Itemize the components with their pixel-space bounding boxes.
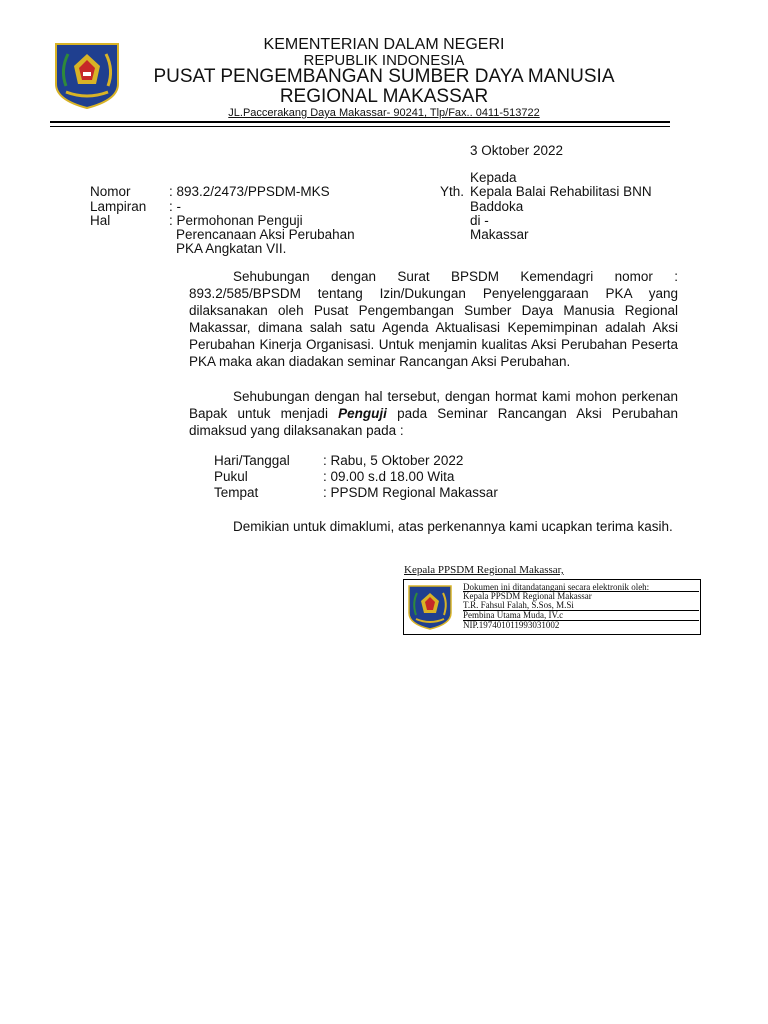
e-sign-line2: Kepala PPSDM Regional Makassar bbox=[463, 591, 592, 601]
recipient-city: Makassar bbox=[470, 227, 529, 242]
recipient-name-line2: Baddoka bbox=[470, 199, 524, 214]
agency-address: JL.Paccerakang Daya Makassar- 90241, Tlp/Fax.. 0411-513722 bbox=[228, 107, 540, 119]
e-signature-emblem-icon bbox=[406, 583, 454, 631]
kemendagri-emblem-icon bbox=[52, 40, 122, 110]
country-name: REPUBLIK INDONESIA bbox=[303, 52, 465, 69]
header-rule-thin bbox=[50, 126, 670, 127]
schedule-tempat-value: : PPSDM Regional Makassar bbox=[323, 485, 498, 500]
body-paragraph-2 bbox=[189, 388, 678, 439]
nomor-label: Nomor bbox=[90, 184, 131, 199]
signature-caption: Kepala PPSDM Regional Makassar, bbox=[404, 564, 564, 576]
hal-value-line2: Perencanaan Aksi Perubahan bbox=[176, 227, 355, 242]
agency-name: PUSAT PENGEMBANGAN SUMBER DAYA MANUSIA bbox=[153, 66, 615, 87]
header-rule-thick bbox=[50, 121, 670, 123]
para2-bold-penguji: Penguji bbox=[338, 406, 387, 421]
letter-date: 3 Oktober 2022 bbox=[470, 143, 564, 158]
recipient-yth: Yth. bbox=[440, 184, 465, 199]
e-sign-line5: NIP.197401011993031002 bbox=[463, 620, 560, 630]
e-sign-line3: T.R. Fahsul Falah, S.Sos, M.Si bbox=[463, 600, 574, 610]
schedule-hari-label: Hari/Tanggal bbox=[214, 453, 290, 468]
recipient-name-line1: Kepala Balai Rehabilitasi BNN bbox=[470, 184, 652, 199]
recipient-di: di - bbox=[470, 213, 489, 228]
lampiran-value: : - bbox=[169, 199, 181, 214]
body-paragraph-1: Sehubungan dengan Surat BPSDM Kemendagri nomor : 893.2/585/BPSDM tentang Izin/Dukungan Penyelenggaraan PKA yang dilaksanakan oleh Pusat Pengembangan Sumber Daya Manusia Regional Makassar, dimana salah satu Agenda Aktualisasi Kepemimpinan adalah Aksi Perubahan Kinerja Organisasi. Untuk menjamin kualitas Aksi Perubahan Peserta PKA maka akan diadakan seminar Rancangan Aksi Perubahan. bbox=[189, 269, 678, 369]
region-name: REGIONAL MAKASSAR bbox=[279, 86, 489, 107]
closing-paragraph: Demikian untuk dimaklumi, atas perkenannya kami ucapkan terima kasih. bbox=[233, 519, 673, 534]
schedule-hari-value: : Rabu, 5 Oktober 2022 bbox=[323, 453, 464, 468]
e-sign-line1: Dokumen ini ditandatangani secara elektronik oleh: bbox=[463, 582, 650, 592]
para2-text-after: pada Seminar Rancangan Aksi Perubahan dimaksud yang dilaksanakan pada : bbox=[189, 406, 678, 438]
nomor-value: : 893.2/2473/PPSDM-MKS bbox=[169, 184, 330, 199]
schedule-pukul-label: Pukul bbox=[214, 469, 248, 484]
ministry-name: KEMENTERIAN DALAM NEGERI bbox=[263, 36, 505, 53]
recipient-kepada: Kepada bbox=[470, 170, 517, 185]
hal-label: Hal bbox=[90, 213, 111, 228]
para2-text-before: Sehubungan dengan hal tersebut, dengan hormat kami mohon perkenan Bapak untuk menjadi bbox=[189, 389, 678, 421]
hal-value-line1: : Permohonan Penguji bbox=[169, 213, 303, 228]
schedule-tempat-label: Tempat bbox=[214, 485, 259, 500]
lampiran-label: Lampiran bbox=[90, 199, 147, 214]
hal-value-line3: PKA Angkatan VII. bbox=[176, 241, 287, 256]
e-sign-line4: Pembina Utama Muda, IV.c bbox=[463, 610, 564, 620]
schedule-pukul-value: : 09.00 s.d 18.00 Wita bbox=[323, 469, 455, 484]
